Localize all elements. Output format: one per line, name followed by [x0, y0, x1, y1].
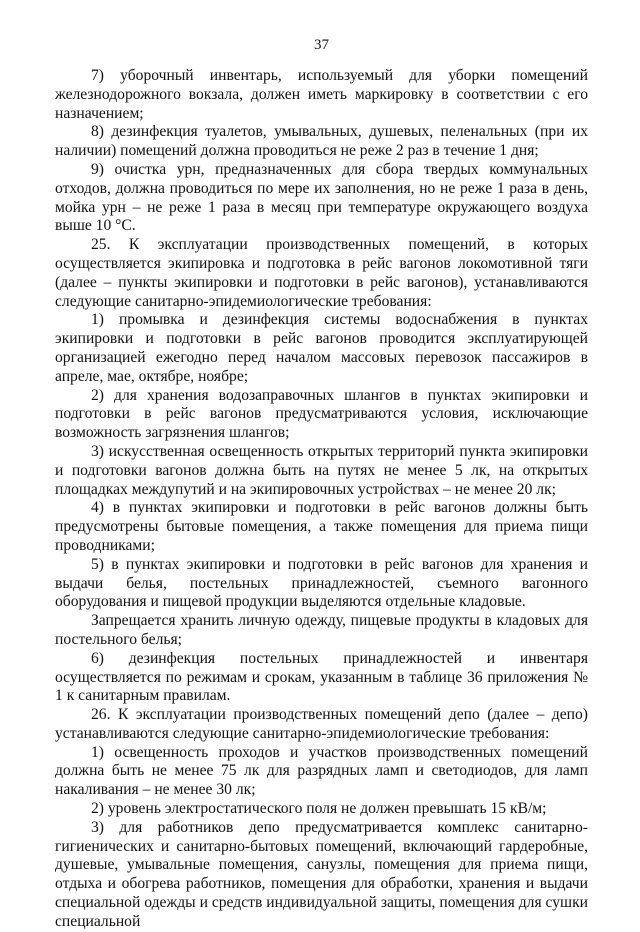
- section-26-item-2: 2) уровень электростатического поля не должен превышать 15 кВ/м;: [91, 800, 547, 818]
- section-25-item-4: 4) в пунктах экипировки и подготовки в рейс вагонов должны быть предусмотрены бытовые помещения, а также помещения для приема пищи проводниками;: [55, 499, 588, 554]
- section-26-item-1: 1) освещенность проходов и участков производственных помещений должна быть не менее 75 лк для разрядных ламп и светодиодов, для ламп накаливания – не менее 30 лк;: [55, 743, 588, 799]
- document-body: [55, 67, 588, 932]
- page-number: 37: [314, 37, 329, 53]
- section-25-item-6: 6) дезинфекция постельных принадлежностей и инвентаря осуществляется по режимам и срокам, указанным в таблице 36 приложения № 1 к санитарным правилам.: [55, 649, 588, 705]
- paragraph-item-7: 7) уборочный инвентарь, используемый для уборки помещений железнодорожного вокзала, должен иметь маркировку в соответствии с его назначением;: [55, 67, 588, 122]
- section-25-item-2: 2) для хранения водозаправочных шлангов в пунктах экипировки и подготовки в рейс вагонов предусматриваются условия, исключающие возможность загрязнения шлангов;: [55, 386, 588, 442]
- section-25-item-5: 5) в пунктах экипировки и подготовки в рейс вагонов для хранения и выдачи белья, постельных принадлежностей, съемного вагонного оборудования и пищевой продукции выделяются отдельные кладовые.: [55, 555, 588, 611]
- section-25-prohibition: Запрещается хранить личную одежду, пищевые продукты в кладовых для постельного белья;: [55, 612, 588, 648]
- paragraph-item-8: 8) дезинфекция туалетов, умывальных, душевых, пеленальных (при их наличии) помещений должна проводиться не реже 2 раз в течение 1 дня;: [55, 123, 588, 160]
- section-26-item-3: 3) для работников депо предусматривается комплекс санитарно-гигиенических и санитарно-бытовых помещений, включающий гардеробные, душевые, умывальные помещения, санузлы, помещения для приема пищи, отдыха и обогрева работников, помещения для обработки, хранения и выдачи специальной одежды и средств индивидуальной защиты, помещения для сушки специальной: [55, 818, 588, 930]
- section-25-item-3: 3) искусственная освещенность открытых территорий пункта экипировки и подготовки вагонов должна быть на путях не менее 5 лк, на открытых площадках междупутий и на экипировочных устройствах – не менее 20 лк;: [55, 442, 588, 498]
- section-25-intro: 25. К эксплуатации производственных помещений, в которых осуществляется экипировка и подготовка в рейс вагонов локомотивной тяги (далее – пункты экипировки и подготовки в рейс вагонов), устанавливаются следующие санитарно-эпидемиологические требования:: [55, 236, 588, 310]
- section-26-intro: 26. К эксплуатации производственных помещений депо (далее – депо) устанавливаются следующие санитарно-эпидемиологические требования:: [55, 706, 588, 742]
- section-25-item-1: 1) промывка и дезинфекция системы водоснабжения в пунктах экипировки и подготовки в рейс вагонов проводится эксплуатирующей организацией ежегодно перед началом массовых перевозок пассажиров в апреле, мае, октябре, ноябре;: [55, 311, 588, 385]
- paragraph-item-9: 9) очистка урн, предназначенных для сбора твердых коммунальных отходов, должна проводиться по мере их заполнения, но не реже 1 раза в день, мойка урн – не реже 1 раза в месяц при температуре окружающего воздуха выше 10 °С.: [55, 160, 588, 235]
